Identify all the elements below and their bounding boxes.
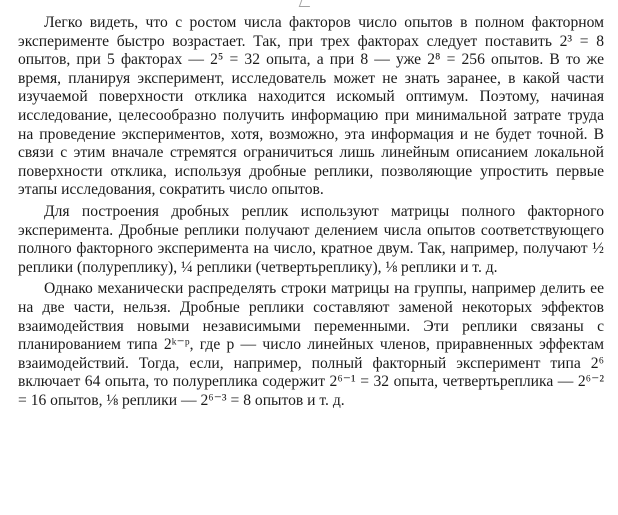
paragraph-1: Легко видеть, что с ростом числа факторов число опытов в полном факторном эксперименте быстро возрастает. Так, при трех факторах следует поставить 2³ = 8 опытов, при 5 факторах — 2⁵ = 32 опыта, а при 8 — уже 2⁸ = 256 опытов. В то же время, планируя эксперимент, исследователь может не знать заранее, в какой части изучаемой поверхности отклика находится искомый оптимум. Поэтому, начиная исследование, целесообразно получить информацию при минимальной затрате труда на проведение экспериментов, хотя, возможно, эта информация и не будет точной. В связи с этим вначале стремятся ограничиться лишь линейным описанием локальной поверхности отклика, используя дробные реплики, позволяющие упростить первые этапы исследования, сократить число опытов. [18, 14, 604, 199]
document-page [18, 14, 604, 410]
page-top-mark [299, 0, 313, 7]
paragraph-3: Однако механически распределять строки матрицы на группы, например делить ее на две части, нельзя. Дробные реплики составляют заменой некоторых эффектов взаимодействия новыми независимыми переменными. Эти реплики связаны с планированием типа 2ᵏ⁻ᵖ, где p — число линейных членов, приравненных эффектам взаимодействий. Тогда, если, например, полный факторный эксперимент типа 2⁶ включает 64 опыта, то полуреплика содержит 2⁶⁻¹ = 32 опыта, четвертьреплика — 2⁶⁻² = 16 опытов, ⅛ реплики — 2⁶⁻³ = 8 опытов и т. д. [18, 280, 604, 409]
paragraph-2: Для построения дробных реплик используют матрицы полного факторного эксперимента. Дробные реплики получают делением числа опытов соответствующего полного факторного эксперимента на число, кратное двум. Так, например, получают ½ реплики (полуреплику), ¼ реплики (четвертьреплику), ⅛ реплики и т. д. [18, 202, 604, 276]
